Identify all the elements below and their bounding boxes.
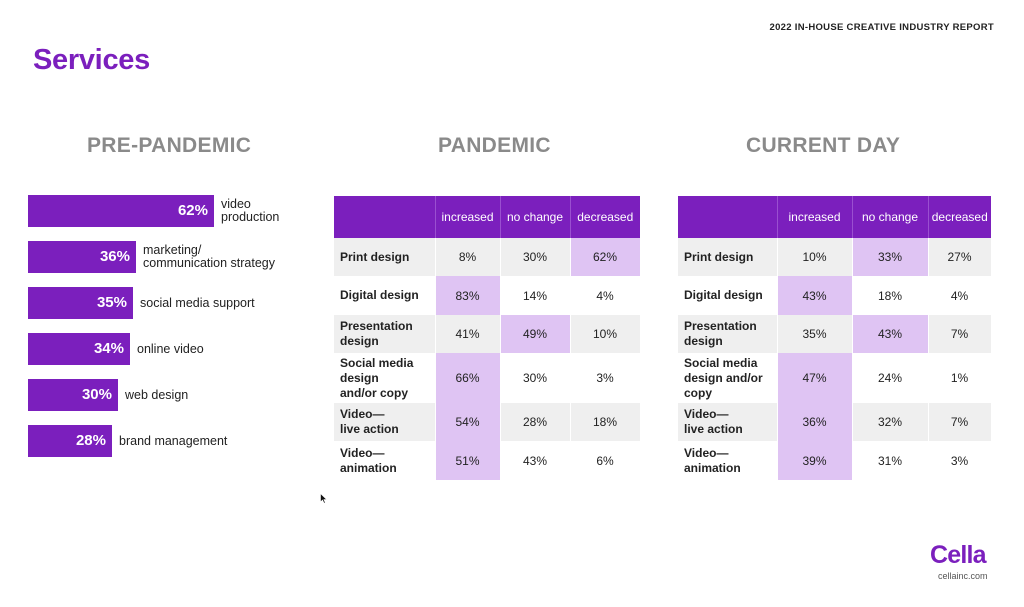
column-header <box>678 196 777 238</box>
logo-url: cellainc.com <box>938 571 988 581</box>
table-row <box>334 353 640 403</box>
table-cell: 3% <box>928 441 991 480</box>
bar-value-label: 62% <box>177 202 208 219</box>
bar-row <box>28 333 318 365</box>
table-cell: 28% <box>500 403 570 441</box>
pre-pandemic-heading: PRE-PANDEMIC <box>87 134 252 157</box>
table-cell: 1% <box>928 353 991 403</box>
table-cell: 24% <box>852 353 928 403</box>
table-row <box>334 315 640 353</box>
column-header: no change <box>500 196 570 238</box>
table-cell: 4% <box>928 276 991 315</box>
bar <box>28 379 118 411</box>
table-cell: 30% <box>500 353 570 403</box>
table-cell: 3% <box>570 353 640 403</box>
table-cell: 33% <box>852 238 928 276</box>
cella-logo: Cella <box>930 541 986 569</box>
row-label: Social media design and/or copy <box>334 353 435 403</box>
table-cell: 43% <box>852 315 928 353</box>
table-cell: 32% <box>852 403 928 441</box>
row-label: Digital design <box>334 276 435 315</box>
current-day-table <box>678 196 992 480</box>
row-label: Video— live action <box>678 403 777 441</box>
bar <box>28 425 112 457</box>
table-cell: 31% <box>852 441 928 480</box>
table-row <box>334 238 640 276</box>
table-cell: 10% <box>777 238 852 276</box>
current-day-heading: CURRENT DAY <box>746 134 901 157</box>
column-header: decreased <box>928 196 991 238</box>
row-label: Print design <box>334 238 435 276</box>
table-cell: 4% <box>570 276 640 315</box>
bar-value-label: 28% <box>75 432 106 449</box>
pandemic-table <box>334 196 641 480</box>
table-cell: 18% <box>852 276 928 315</box>
table-cell: 7% <box>928 315 991 353</box>
bar-value-label: 34% <box>93 340 124 357</box>
bar-category-label: marketing/ communication strategy <box>143 243 276 270</box>
table-cell: 6% <box>570 441 640 480</box>
column-header: decreased <box>570 196 640 238</box>
row-label: Video— animation <box>678 441 777 480</box>
bar <box>28 241 136 273</box>
table-row <box>678 403 991 441</box>
row-label: Print design <box>678 238 777 276</box>
column-header: increased <box>435 196 500 238</box>
bar <box>28 333 130 365</box>
bar <box>28 195 214 227</box>
table-cell: 30% <box>500 238 570 276</box>
pandemic-heading: PANDEMIC <box>438 134 551 157</box>
bar-category-label: brand management <box>119 433 228 448</box>
table-cell: 10% <box>570 315 640 353</box>
table-cell: 47% <box>777 353 852 403</box>
bar-row <box>28 287 318 319</box>
table-row <box>678 353 991 403</box>
table-cell: 35% <box>777 315 852 353</box>
table-cell: 18% <box>570 403 640 441</box>
pre-pandemic-bar-chart <box>28 195 318 475</box>
table-cell: 49% <box>500 315 570 353</box>
column-header <box>334 196 435 238</box>
row-label: Video— live action <box>334 403 435 441</box>
bar-category-label: social media support <box>140 295 255 310</box>
table-cell: 83% <box>435 276 500 315</box>
table-cell: 43% <box>500 441 570 480</box>
bar-category-label: video production <box>221 197 280 224</box>
row-label: Presentation design <box>334 315 435 353</box>
report-tag: 2022 IN-HOUSE CREATIVE INDUSTRY REPORT <box>769 22 994 33</box>
bar-row <box>28 241 318 273</box>
table-cell: 14% <box>500 276 570 315</box>
bar-category-label: online video <box>137 341 204 356</box>
table-cell: 36% <box>777 403 852 441</box>
bar-row <box>28 195 318 227</box>
table-cell: 41% <box>435 315 500 353</box>
table-cell: 66% <box>435 353 500 403</box>
table-row <box>334 276 640 315</box>
table-cell: 8% <box>435 238 500 276</box>
bar-category-label: web design <box>125 387 189 402</box>
bar <box>28 287 133 319</box>
row-label: Social media design and/or copy <box>678 353 777 403</box>
row-label: Digital design <box>678 276 777 315</box>
bar-value-label: 35% <box>96 294 127 311</box>
column-header: increased <box>777 196 852 238</box>
table-row <box>334 403 640 441</box>
table-cell: 62% <box>570 238 640 276</box>
table-cell: 54% <box>435 403 500 441</box>
table-cell: 7% <box>928 403 991 441</box>
mouse-cursor-icon <box>320 493 328 504</box>
bar-value-label: 30% <box>81 386 112 403</box>
table-row <box>678 441 991 480</box>
table-cell: 27% <box>928 238 991 276</box>
bar-row <box>28 425 318 457</box>
table-cell: 43% <box>777 276 852 315</box>
bar-value-label: 36% <box>99 248 130 265</box>
table-row <box>678 276 991 315</box>
table-row <box>678 238 991 276</box>
row-label: Video— animation <box>334 441 435 480</box>
table-cell: 39% <box>777 441 852 480</box>
column-header: no change <box>852 196 928 238</box>
table-row <box>334 441 640 480</box>
table-cell: 51% <box>435 441 500 480</box>
table-row <box>678 315 991 353</box>
row-label: Presentation design <box>678 315 777 353</box>
bar-row <box>28 379 318 411</box>
page-title: Services <box>33 44 150 76</box>
